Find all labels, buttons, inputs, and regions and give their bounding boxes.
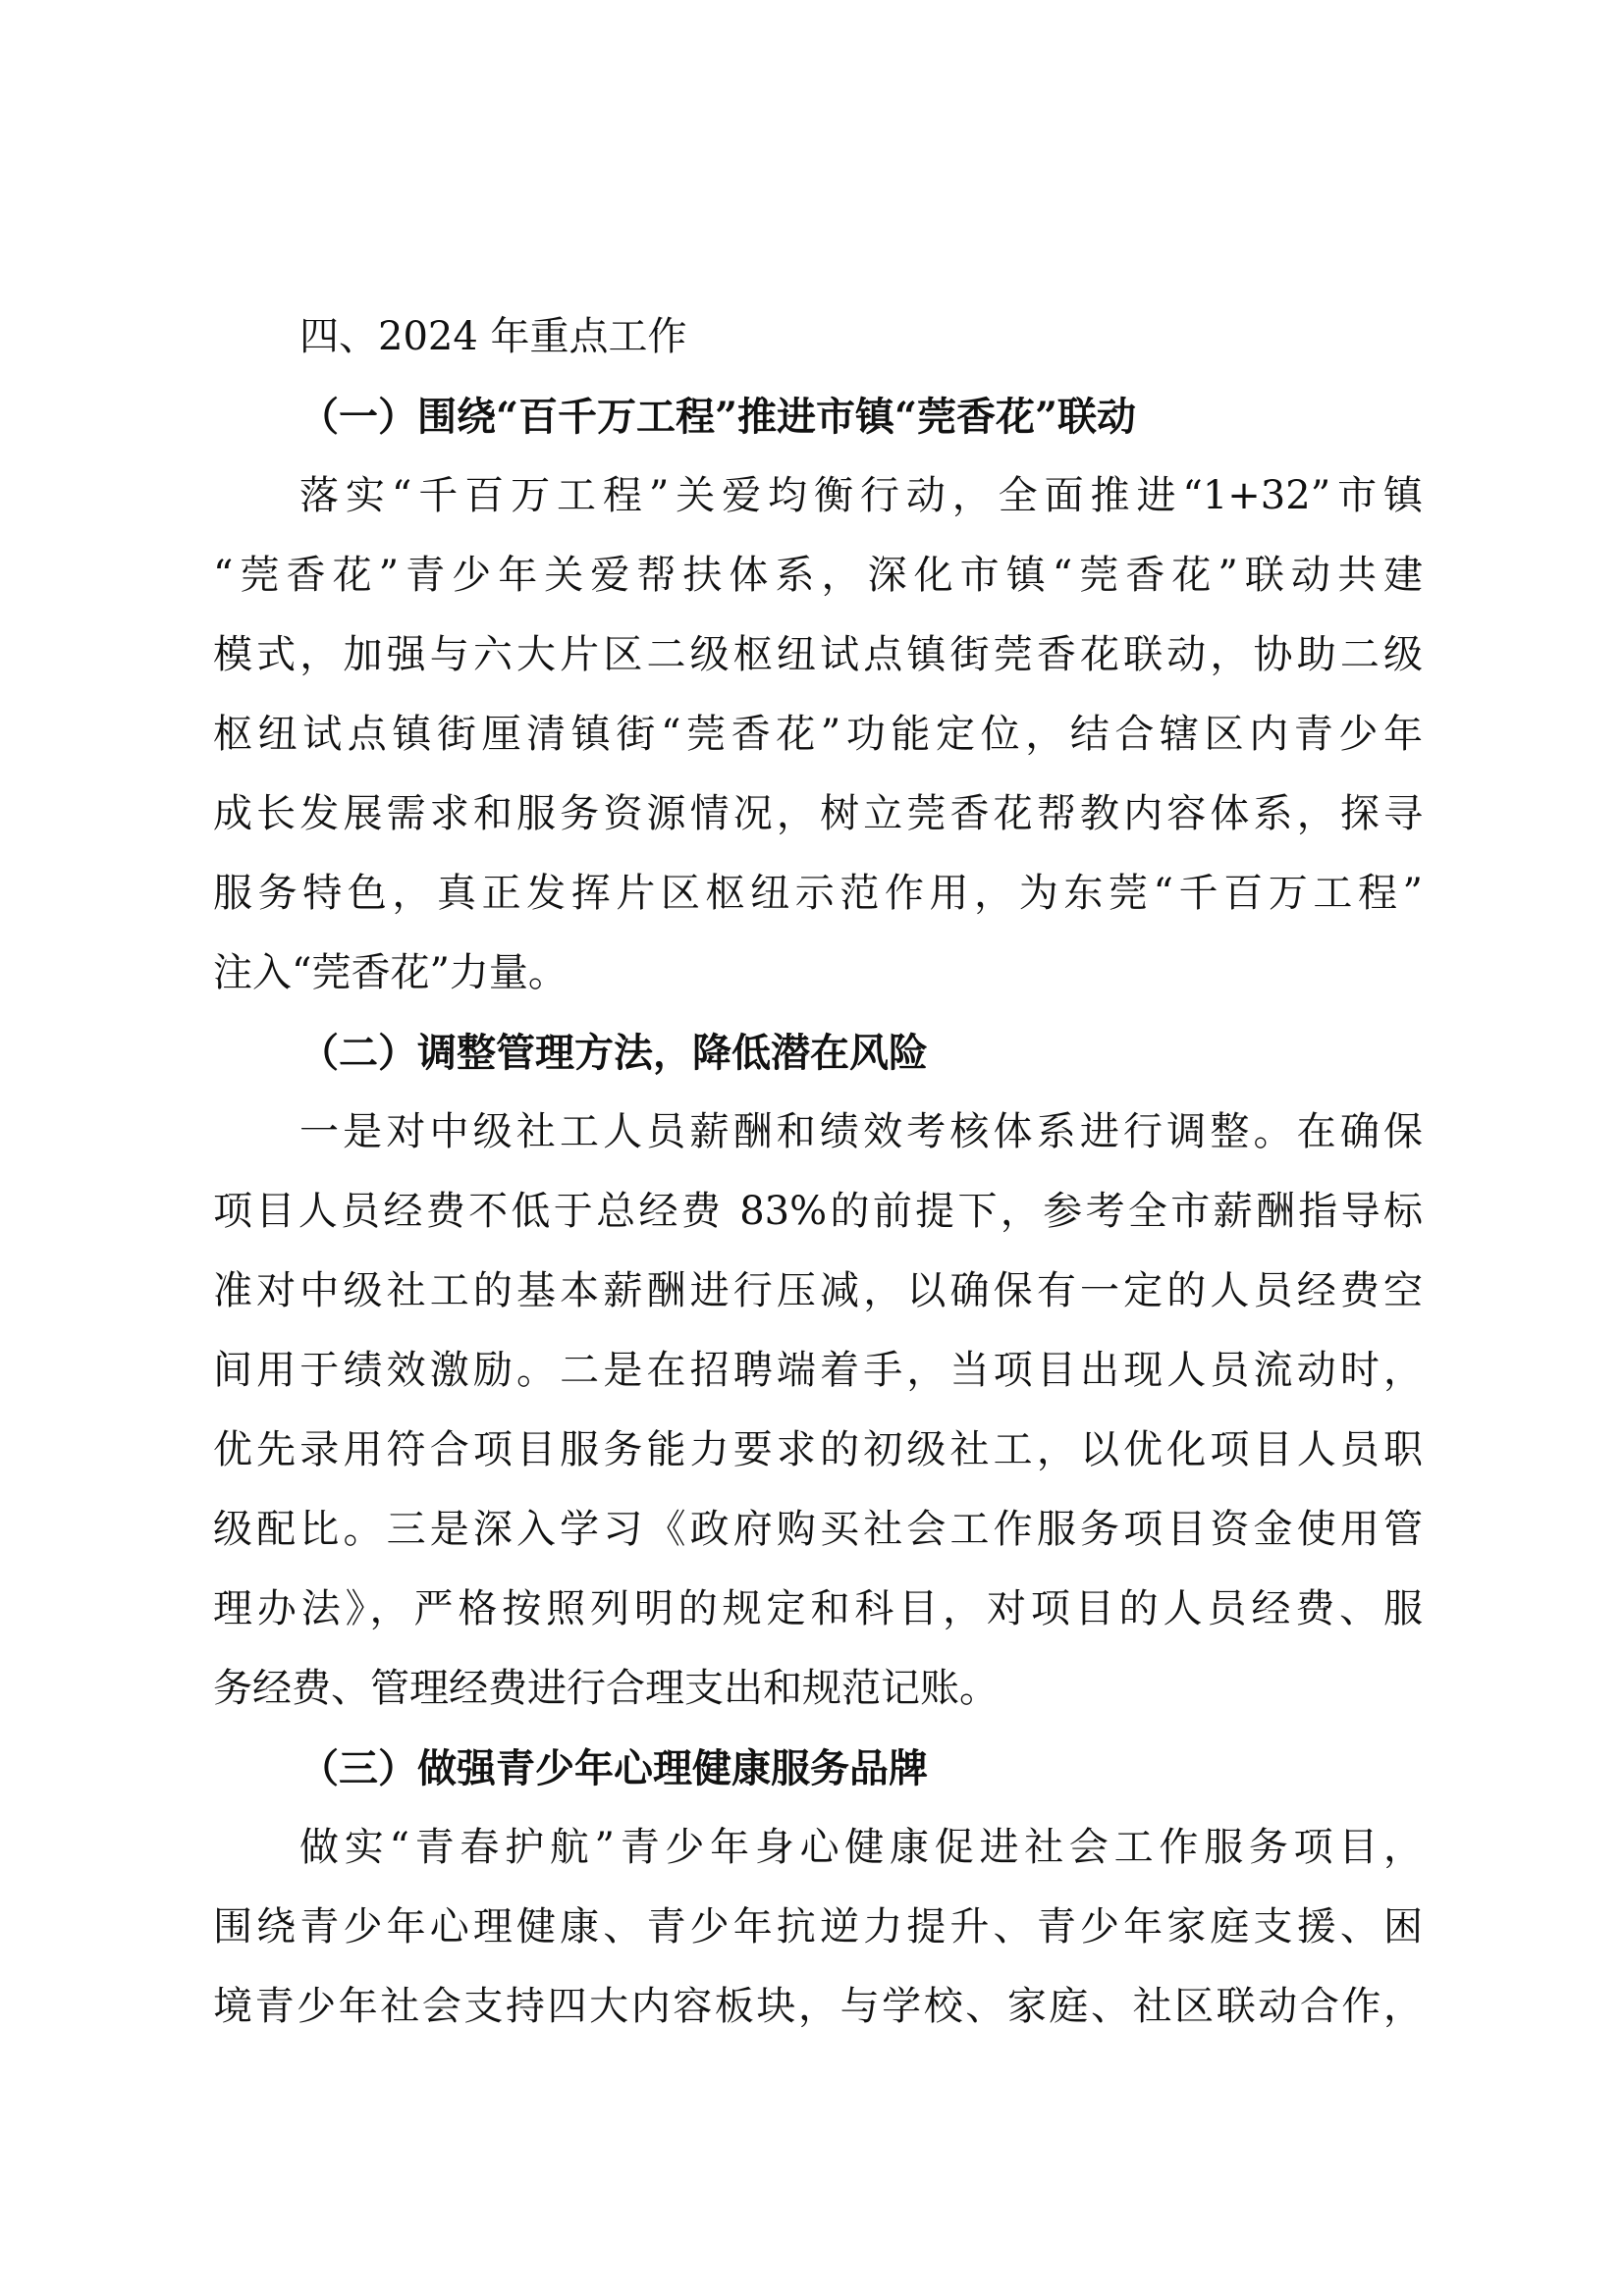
subsection-3-title: （三）做强青少年心理健康服务品牌 — [299, 1745, 928, 1791]
paragraph-line: 做实“青春护航”青少年身心健康促进社会工作服务项目， — [299, 1825, 1423, 1870]
document-body — [213, 297, 1423, 2047]
paragraph-line: 枢纽试点镇街厘清镇街“莞香花”功能定位，结合辖区内青少年 — [213, 712, 1423, 757]
paragraph-line: 注入“莞香花”力量。 — [213, 950, 568, 995]
paragraph-line: 理办法》，严格按照列明的规定和科目，对项目的人员经费、服 — [213, 1586, 1423, 1631]
paragraph-line: 服务特色，真正发挥片区枢纽示范作用，为东莞“千百万工程” — [213, 871, 1423, 916]
paragraph-line: 准对中级社工的基本薪酬进行压减，以确保有一定的人员经费空 — [213, 1268, 1423, 1313]
paragraph-line: 一是对中级社工人员薪酬和绩效考核体系进行调整。在确保 — [299, 1109, 1423, 1154]
paragraph-line: 间用于绩效激励。二是在招聘端着手，当项目出现人员流动时， — [213, 1348, 1423, 1393]
paragraph-line: 优先录用符合项目服务能力要求的初级社工，以优化项目人员职 — [213, 1427, 1423, 1472]
subsection-2-title: （二）调整管理方法，降低潜在风险 — [299, 1030, 928, 1076]
paragraph-line: 成长发展需求和服务资源情况，树立莞香花帮教内容体系，探寻 — [213, 791, 1423, 836]
paragraph-line: 落实“千百万工程”关爱均衡行动，全面推进“1+32”市镇 — [299, 473, 1423, 518]
paragraph-line: 境青少年社会支持四大内容板块，与学校、家庭、社区联动合作， — [213, 1984, 1423, 2029]
subsection-1-paragraph — [213, 456, 1423, 1013]
section-heading: 四、2024 年重点工作 — [299, 314, 687, 359]
paragraph-line: 模式，加强与六大片区二级枢纽试点镇街莞香花联动，协助二级 — [213, 632, 1423, 677]
paragraph-line: 务经费、管理经费进行合理支出和规范记账。 — [213, 1666, 999, 1711]
subsection-3-paragraph — [213, 1808, 1423, 2047]
paragraph-line: 围绕青少年心理健康、青少年抗逆力提升、青少年家庭支援、困 — [213, 1904, 1423, 1949]
paragraph-line: 级配比。三是深入学习《政府购买社会工作服务项目资金使用管 — [213, 1507, 1423, 1552]
subsection-1-title: （一）围绕“百千万工程”推进市镇“莞香花”联动 — [299, 394, 1137, 440]
subsection-2-paragraph — [213, 1093, 1423, 1729]
paragraph-line: “莞香花”青少年关爱帮扶体系，深化市镇“莞香花”联动共建 — [213, 553, 1423, 598]
paragraph-line: 项目人员经费不低于总经费 83%的前提下，参考全市薪酬指导标 — [213, 1189, 1423, 1234]
